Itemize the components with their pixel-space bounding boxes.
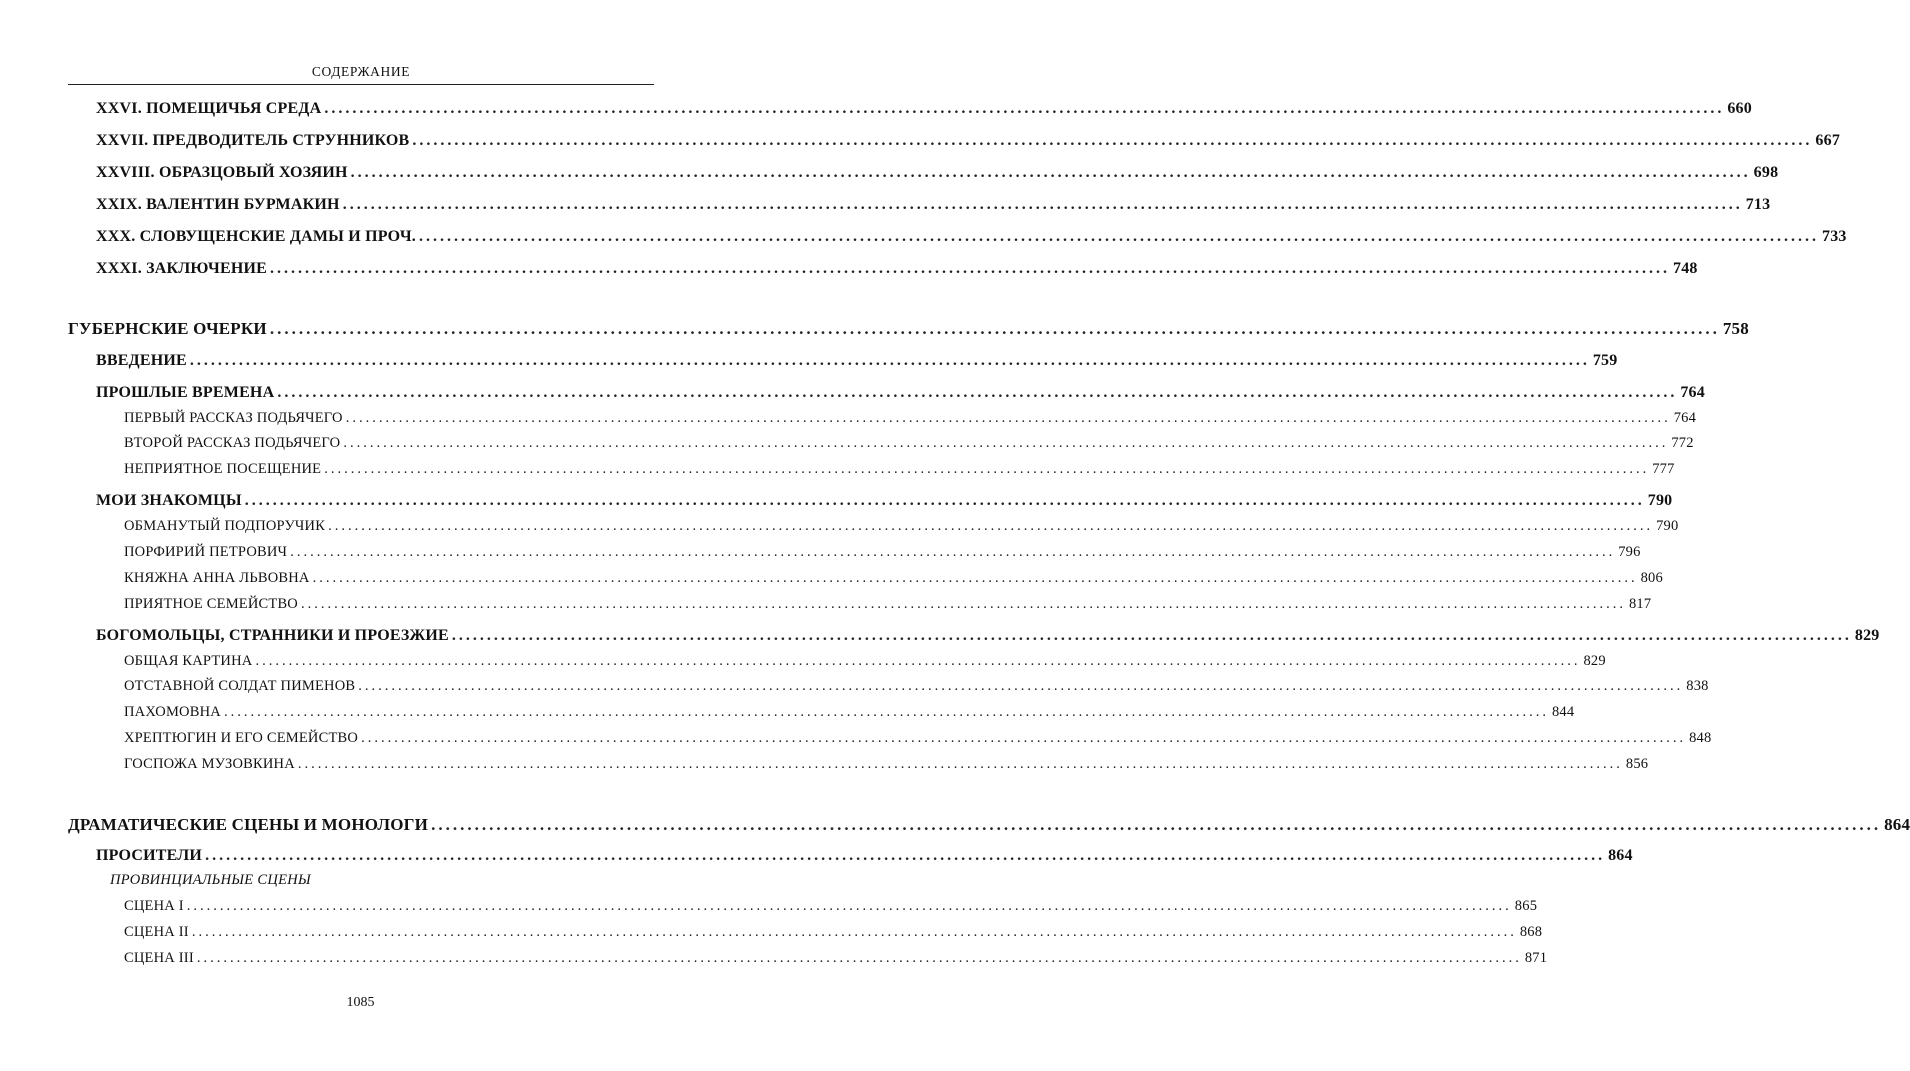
toc-entry-page: 733 [1822,228,1847,245]
toc-entry [124,730,1712,747]
toc-dot-leader: ........................................................................................................................................................................................................ [328,518,1654,534]
toc-dot-leader: ........................................................................................................................................................................................................ [297,756,1623,772]
toc-entry-page: 777 [1652,461,1675,477]
toc-dot-leader: ........................................................................................................................................................................................................ [290,544,1616,560]
toc-entry-title: НЕПРИЯТНОЕ ПОСЕЩЕНИЕ [124,461,322,477]
toc-entry-title: ОБМАНУТЫЙ ПОДПОРУЧИК [124,518,326,534]
toc-entry-page: 713 [1745,196,1771,213]
toc-dot-leader: ........................................................................................................................................................................................................ [205,847,1606,864]
toc-entry-page: 759 [1592,352,1618,369]
toc-entry-title: ПРОШЛЫЕ ВРЕМЕНА [96,384,275,401]
toc-entry-title: КНЯЖНА АННА ЛЬВОВНА [124,570,310,586]
toc-entry-page: 764 [1680,384,1705,401]
toc-entry-page: 864 [1884,815,1910,834]
toc-entry-page: 829 [1583,653,1606,669]
header-rule [68,84,654,85]
toc-entry-title: ВВЕДЕНИЕ [96,352,187,369]
toc-entry-page: 764 [1673,410,1697,426]
toc-entry-page: 806 [1640,570,1663,586]
toc-entry-page: 864 [1608,847,1633,864]
toc-entry [124,596,1652,613]
toc-entry-title: ГОСПОЖА МУЗОВКИНА [124,756,295,772]
toc-entry [96,384,1705,402]
subsection-label: ПРОВИНЦИАЛЬНЫЕ СЦЕНЫ [110,872,312,888]
toc-entry-title: МОИ ЗНАКОМЦЫ [96,492,242,509]
toc-dot-leader: ........................................................................................................................................................................................................ [186,898,1512,914]
toc-dot-leader: ........................................................................................................................................................................................................ [343,435,1669,451]
toc-entry-page: 796 [1618,544,1641,560]
toc-entry [96,352,1618,370]
toc-dot-leader: ........................................................................................................................................................................................................ [270,260,1670,277]
toc-dot-leader: ........................................................................................................................................................................................................ [312,570,1638,586]
toc-entry-title: ХРЕПТЮГИН И ЕГО СЕМЕЙСТВО [124,730,359,746]
toc-entry [96,100,1752,118]
toc-dot-leader: ........................................................................................................................................................................................................ [350,164,1751,181]
toc-entry [124,435,1694,452]
toc-dot-leader: ........................................................................................................................................................................................................ [300,596,1626,612]
toc-entry-page: 868 [1519,924,1543,940]
toc-entry-title: ПОРФИРИЙ ПЕТРОВИЧ [124,544,288,560]
toc-entry-title: ГУБЕРНСКИЕ ОЧЕРКИ [68,319,267,338]
toc-entry [124,924,1543,941]
toc-entry-title: XXIX. ВАЛЕНТИН БУРМАКИН [96,196,340,213]
toc-entry-page: 748 [1673,260,1698,277]
toc-entry [124,756,1649,773]
toc-entry-page: 856 [1625,756,1649,772]
toc-dot-leader: ........................................................................................................................................................................................................ [189,352,1590,369]
toc-entry-page: 790 [1647,492,1673,509]
toc-entry [124,678,1709,695]
toc-entry-title: ОБЩАЯ КАРТИНА [124,653,253,669]
toc-entry-title: ПАХОМОВНА [124,704,221,720]
toc-entry-page: 865 [1514,898,1538,914]
toc-entry-title: ВТОРОЙ РАССКАЗ ПОДЬЯЧЕГО [124,435,341,451]
toc-entry [124,461,1675,478]
toc-entry-page: 698 [1753,164,1779,181]
toc-dot-leader: ........................................................................................................................................................................................................ [196,950,1522,966]
toc-dot-leader: ........................................................................................................................................................................................................ [244,492,1645,509]
toc-entry-page: 817 [1628,596,1652,612]
toc-entry-page: 871 [1524,950,1548,966]
toc-entry-page: 838 [1686,678,1709,694]
toc-entry [96,164,1779,182]
toc-dot-leader: ........................................................................................................................................................................................................ [255,653,1581,669]
toc-dot-leader: ........................................................................................................................................................................................................ [269,319,1720,338]
toc-entry [124,950,1548,967]
toc-entry-title: ПРОСИТЕЛИ [96,847,203,864]
toc-entry-title: БОГОМОЛЬЦЫ, СТРАННИКИ И ПРОЕЗЖИЕ [96,627,449,644]
toc-entry [124,570,1663,587]
toc-dot-leader: ........................................................................................................................................................................................................ [345,410,1671,426]
toc-entry-title: ОТСТАВНОЙ СОЛДАТ ПИМЕНОВ [124,678,356,694]
toc-entry-title: ДРАМАТИЧЕСКИЕ СЦЕНЫ И МОНОЛОГИ [68,815,429,834]
toc-entry-page: 848 [1689,730,1712,746]
toc-dot-leader: ........................................................................................................................................................................................................ [277,384,1678,401]
toc-dot-leader: ........................................................................................................................................................................................................ [451,627,1852,644]
toc-entry [68,319,1749,339]
toc-dot-leader: ........................................................................................................................................................................................................ [412,132,1813,149]
toc-entry [124,544,1641,561]
toc-entry [96,627,1880,645]
toc-dot-leader: ........................................................................................................................................................................................................ [431,815,1882,834]
toc-dot-leader: ........................................................................................................................................................................................................ [358,678,1684,694]
toc-entry-title: ПРИЯТНОЕ СЕМЕЙСТВО [124,596,298,612]
toc-entry [96,196,1771,214]
toc-entry-page: 758 [1722,319,1749,338]
toc-entry-page: 772 [1671,435,1694,451]
toc-entry [124,898,1538,915]
toc-entry [96,228,1847,246]
toc-entry-page: 844 [1551,704,1575,720]
toc-entry-page: 660 [1727,100,1752,117]
toc-entry [68,815,1910,835]
toc-entry-title: СЦЕНА II [124,924,189,940]
toc-entry [96,260,1698,278]
toc-entry [96,492,1673,510]
toc-entry [124,653,1606,670]
toc-entry-title: XXVII. ПРЕДВОДИТЕЛЬ СТРУННИКОВ [96,132,410,149]
toc-entry-title: СЦЕНА I [124,898,184,914]
running-header: СОДЕРЖАНИЕ [311,64,411,79]
toc-entry-title: XXXI. ЗАКЛЮЧЕНИЕ [96,260,267,277]
toc-entry [124,518,1679,535]
toc-dot-leader: ........................................................................................................................................................................................................ [342,196,1743,213]
toc-entry [124,704,1575,721]
page-number: 1085 [346,995,375,1010]
toc-entry [96,847,1633,865]
toc-entry-page: 790 [1656,518,1679,534]
toc-dot-leader: ........................................................................................................................................................................................................ [324,461,1650,477]
toc-entry [124,410,1697,427]
toc-dot-leader: ........................................................................................................................................................................................................ [191,924,1517,940]
toc-entry [96,132,1841,150]
toc-entry-title: СЦЕНА III [124,950,194,966]
toc-entry-title: ПЕРВЫЙ РАССКАЗ ПОДЬЯЧЕГО [124,410,343,426]
toc-entry-page: 667 [1815,132,1841,149]
toc-entry-title: XXVI. ПОМЕЩИЧЬЯ СРЕДА [96,100,322,117]
toc-entry-title: XXX. СЛОВУЩЕНСКИЕ ДАМЫ И ПРОЧ. [96,228,416,245]
toc-dot-leader: ........................................................................................................................................................................................................ [419,228,1819,245]
toc-entry-title: XXVIII. ОБРАЗЦОВЫЙ ХОЗЯИН [96,164,348,181]
toc-dot-leader: ........................................................................................................................................................................................................ [223,704,1549,720]
toc-dot-leader: ........................................................................................................................................................................................................ [324,100,1725,117]
toc-dot-leader: ........................................................................................................................................................................................................ [361,730,1687,746]
toc-entry-page: 829 [1854,627,1880,644]
